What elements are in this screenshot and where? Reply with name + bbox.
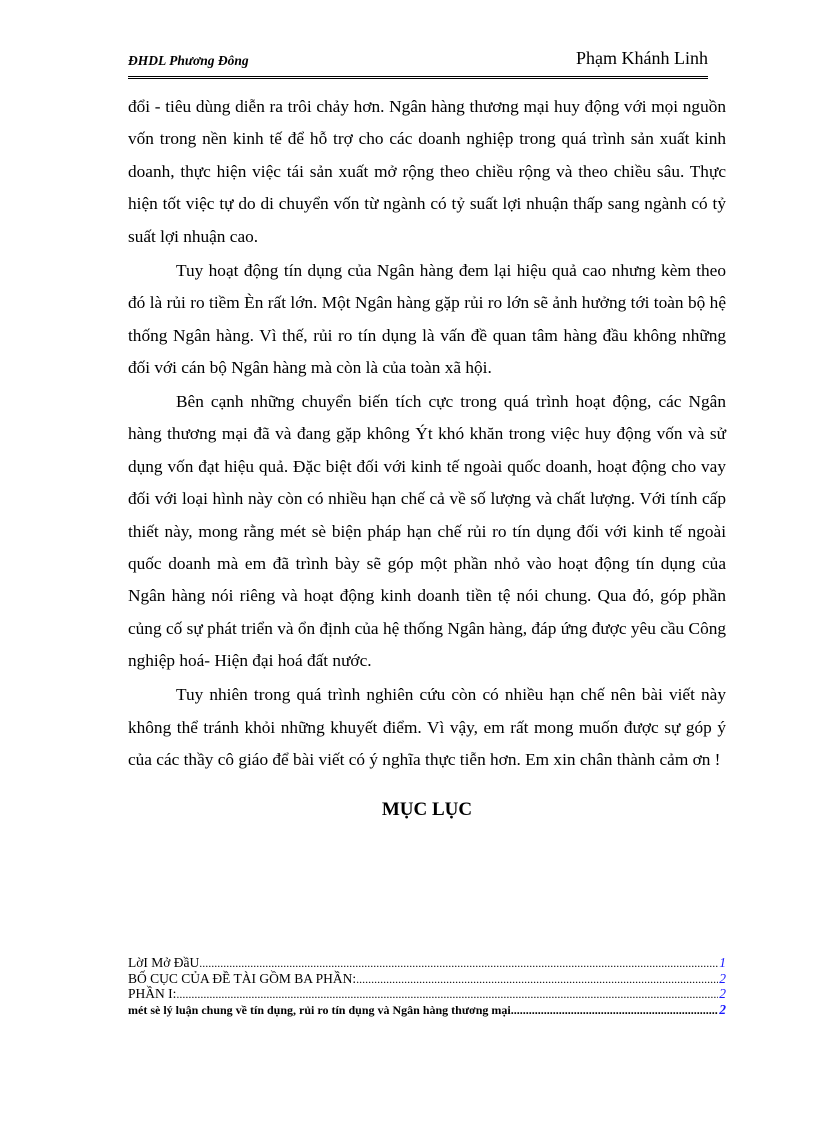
- toc-entry[interactable]: [128, 955, 726, 971]
- toc-entry-page: 1: [719, 955, 726, 970]
- paragraph: Tuy nhiên trong quá trình nghiên cứu còn có nhiều hạn chế nên bài viết này không thể tránh khỏi những khuyết điểm. Vì vậy, em rất mong muốn được sự góp ý của các thầy cô giáo để bài viết có ý nghĩa thực tiễn hơn. Em xin chân thành cảm ơn !: [128, 685, 726, 770]
- toc-entry-label: PHẦN I:: [128, 986, 177, 1002]
- toc-entry[interactable]: [128, 1002, 726, 1018]
- toc-leader: [176, 987, 718, 1003]
- toc-leader: [511, 1003, 719, 1019]
- header-institution: ĐHDL Phương Đông: [128, 53, 249, 68]
- toc-leader: [199, 956, 718, 972]
- toc-entry-label: mét sè lý luận chung về tín dụng, rủi ro tín dụng và Ngân hàng thương mại: [128, 1003, 511, 1018]
- toc-entry-page: 2: [719, 986, 726, 1002]
- toc-entry-label: BỐ CỤC CỦA ĐỀ TÀI GỒM BA PHẦN:: [128, 970, 357, 986]
- header-rule: [128, 76, 708, 79]
- toc-leader: [356, 972, 718, 988]
- paragraph: Bên cạnh những chuyển biến tích cực trong quá trình hoạt động, các Ngân hàng thương mại đã và đang gặp không Ýt khó khăn trong việc huy động vốn và sử dụng vốn đạt hiệu quả. Đặc biệt đối với kinh tế ngoài quốc doanh, hoạt động cho vay đối với loại hình này còn có nhiều hạn chế cả về số lượng và chất lượng. Với tính cấp thiết này, mong rằng mét sè biện pháp hạn chế rủi ro tín dụng đối với kinh tế ngoài quốc doanh mà em đã trình bày sẽ góp một phần nhỏ vào hoạt động tín dụng của Ngân hàng nói riêng và hoạt động kinh doanh tiền tệ nói chung. Qua đó, góp phần củng cố sự phát triển và ổn định của hệ thống Ngân hàng, đáp ứng được yêu cầu Công nghiệp hoá- Hiện đại hoá đất nước.: [128, 392, 726, 671]
- page-header: [128, 48, 708, 76]
- toc-title: MỤC LỤC: [381, 798, 473, 820]
- document-body: [128, 91, 726, 825]
- toc-entry[interactable]: [128, 971, 726, 987]
- toc-entry-page: 2: [719, 1002, 726, 1018]
- toc-entry-page: 2: [719, 970, 726, 986]
- paragraph: Tuy hoạt động tín dụng của Ngân hàng đem lại hiệu quả cao nhưng kèm theo đó là rủi ro tiềm Èn rất lớn. Một Ngân hàng gặp rủi ro lớn sẽ ảnh hưởng tới toàn bộ hệ thống Ngân hàng. Vì thế, rủi ro tín dụng là vấn đề quan tâm hàng đầu không những đối với cán bộ Ngân hàng mà còn là của toàn xã hội.: [128, 260, 726, 377]
- toc-entry[interactable]: [128, 986, 726, 1002]
- header-author: Phạm Khánh Linh: [576, 48, 708, 68]
- paragraph: đổi - tiêu dùng diễn ra trôi chảy hơn. Ngân hàng thương mại huy động với mọi nguồn vốn trong nền kinh tế để hỗ trợ cho các doanh nghiệp trong quá trình sản xuất kinh doanh, thực hiện việc tái sản xuất mở rộng theo chiều rộng và theo chiều sâu. Thực hiện tốt việc tự do di chuyển vốn từ ngành có tỷ suất lợi nhuận thấp sang ngành có tỷ suất lợi nhuận cao.: [128, 97, 726, 246]
- toc-entry-label: LờI Mở ĐầU: [128, 955, 200, 970]
- table-of-contents: [128, 955, 726, 1018]
